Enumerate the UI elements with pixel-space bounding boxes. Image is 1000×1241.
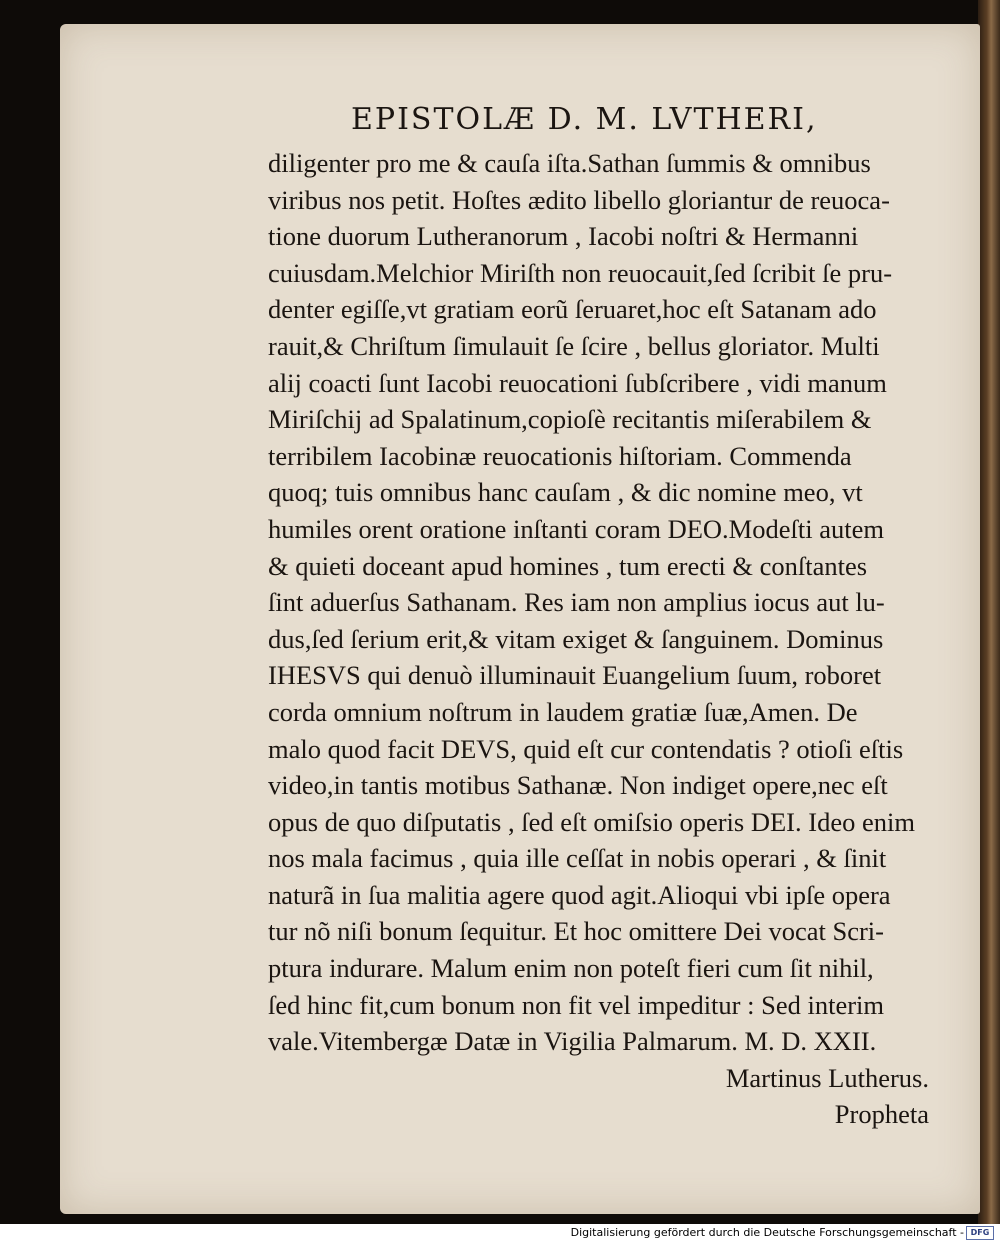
signature: Martinus Lutherus. [725, 1062, 929, 1093]
dfg-logo-icon: DFG [966, 1226, 994, 1240]
next-page-edge [978, 0, 1000, 1224]
letter-text [268, 145, 933, 1133]
running-head: EPISTOLÆ D. M. LVTHERI, [351, 102, 818, 137]
text-line: denter egiſſe,vt gratiam eorũ ſeruaret,hoc eſt Satanam ado [268, 294, 877, 325]
text-line: ſint aduerſus Sathanam. Res iam non amplius iocus aut lu- [268, 587, 885, 618]
text-line: terribilem Iacobinæ reuocationis hiſtoriam. Commenda [268, 440, 852, 471]
text-line: & quieti doceant apud homines , tum erecti & conſtantes [268, 550, 868, 581]
text-line: ſed hinc fit,cum bonum non fit vel impeditur : Sed interim [268, 989, 885, 1020]
text-line: cuiusdam.Melchior Miriſth non reuocauit,ſed ſcribit ſe pru- [268, 257, 893, 288]
text-line: vale.Vitembergæ Datæ in Vigilia Palmarum. M. D. XXII. [268, 1026, 877, 1057]
text-line: opus de quo diſputatis , ſed eſt omiſsio operis DEI. Ideo enim [268, 806, 915, 837]
text-line: IHESVS qui denuò illuminauit Euangelium ſuum, roboret [268, 660, 882, 691]
text-line: malo quod facit DEVS, quid eſt cur contendatis ? otioſi eſtis [268, 733, 904, 764]
text-line: dus,ſed ſerium erit,& vitam exiget & ſanguinem. Dominus [268, 623, 884, 654]
text-line: diligenter pro me & cauſa iſta.Sathan ſummis & omnibus [268, 148, 871, 178]
text-line: naturã in ſua malitia agere quod agit.Alioqui vbi ipſe opera [268, 879, 891, 910]
text-line: viribus nos petit. Hoſtes ædito libello gloriantur de reuoca- [268, 184, 890, 215]
catchword: Propheta [834, 1099, 929, 1130]
text-line: alij coacti ſunt Iacobi reuocationi ſubſcribere , vidi manum [268, 367, 887, 398]
funding-credit: Digitalisierung gefördert durch die Deutsche Forschungsgemeinschaft - [570, 1226, 964, 1239]
text-line: Miriſchij ad Spalatinum,copioſè recitantis miſerabilem & [268, 404, 872, 435]
text-line: video,in tantis motibus Sathanæ. Non indiget opere,nec eſt [268, 770, 888, 801]
text-line: tur nõ niſi bonum ſequitur. Et hoc omittere Dei vocat Scri- [268, 916, 884, 947]
text-line: quoq; tuis omnibus hanc cauſam , & dic nomine meo, vt [268, 477, 863, 508]
text-line: ptura indurare. Malum enim non poteſt fieri cum ſit nihil, [268, 953, 874, 984]
text-line: corda omnium noſtrum in laudem gratiæ ſuæ,Amen. De [268, 696, 858, 727]
text-line: nos mala facimus , quia ille ceſſat in nobis operari , & ſinit [268, 843, 887, 874]
text-line: rauit,& Chriſtum ſimulauit ſe ſcire , bellus gloriator. Multi [268, 330, 880, 361]
footer-bar [0, 1224, 1000, 1241]
text-line: tione duorum Lutheranorum , Iacobi noſtri & Hermanni [268, 221, 859, 252]
text-line: humiles orent oratione inſtanti coram DEO.Modeſti autem [268, 513, 884, 544]
